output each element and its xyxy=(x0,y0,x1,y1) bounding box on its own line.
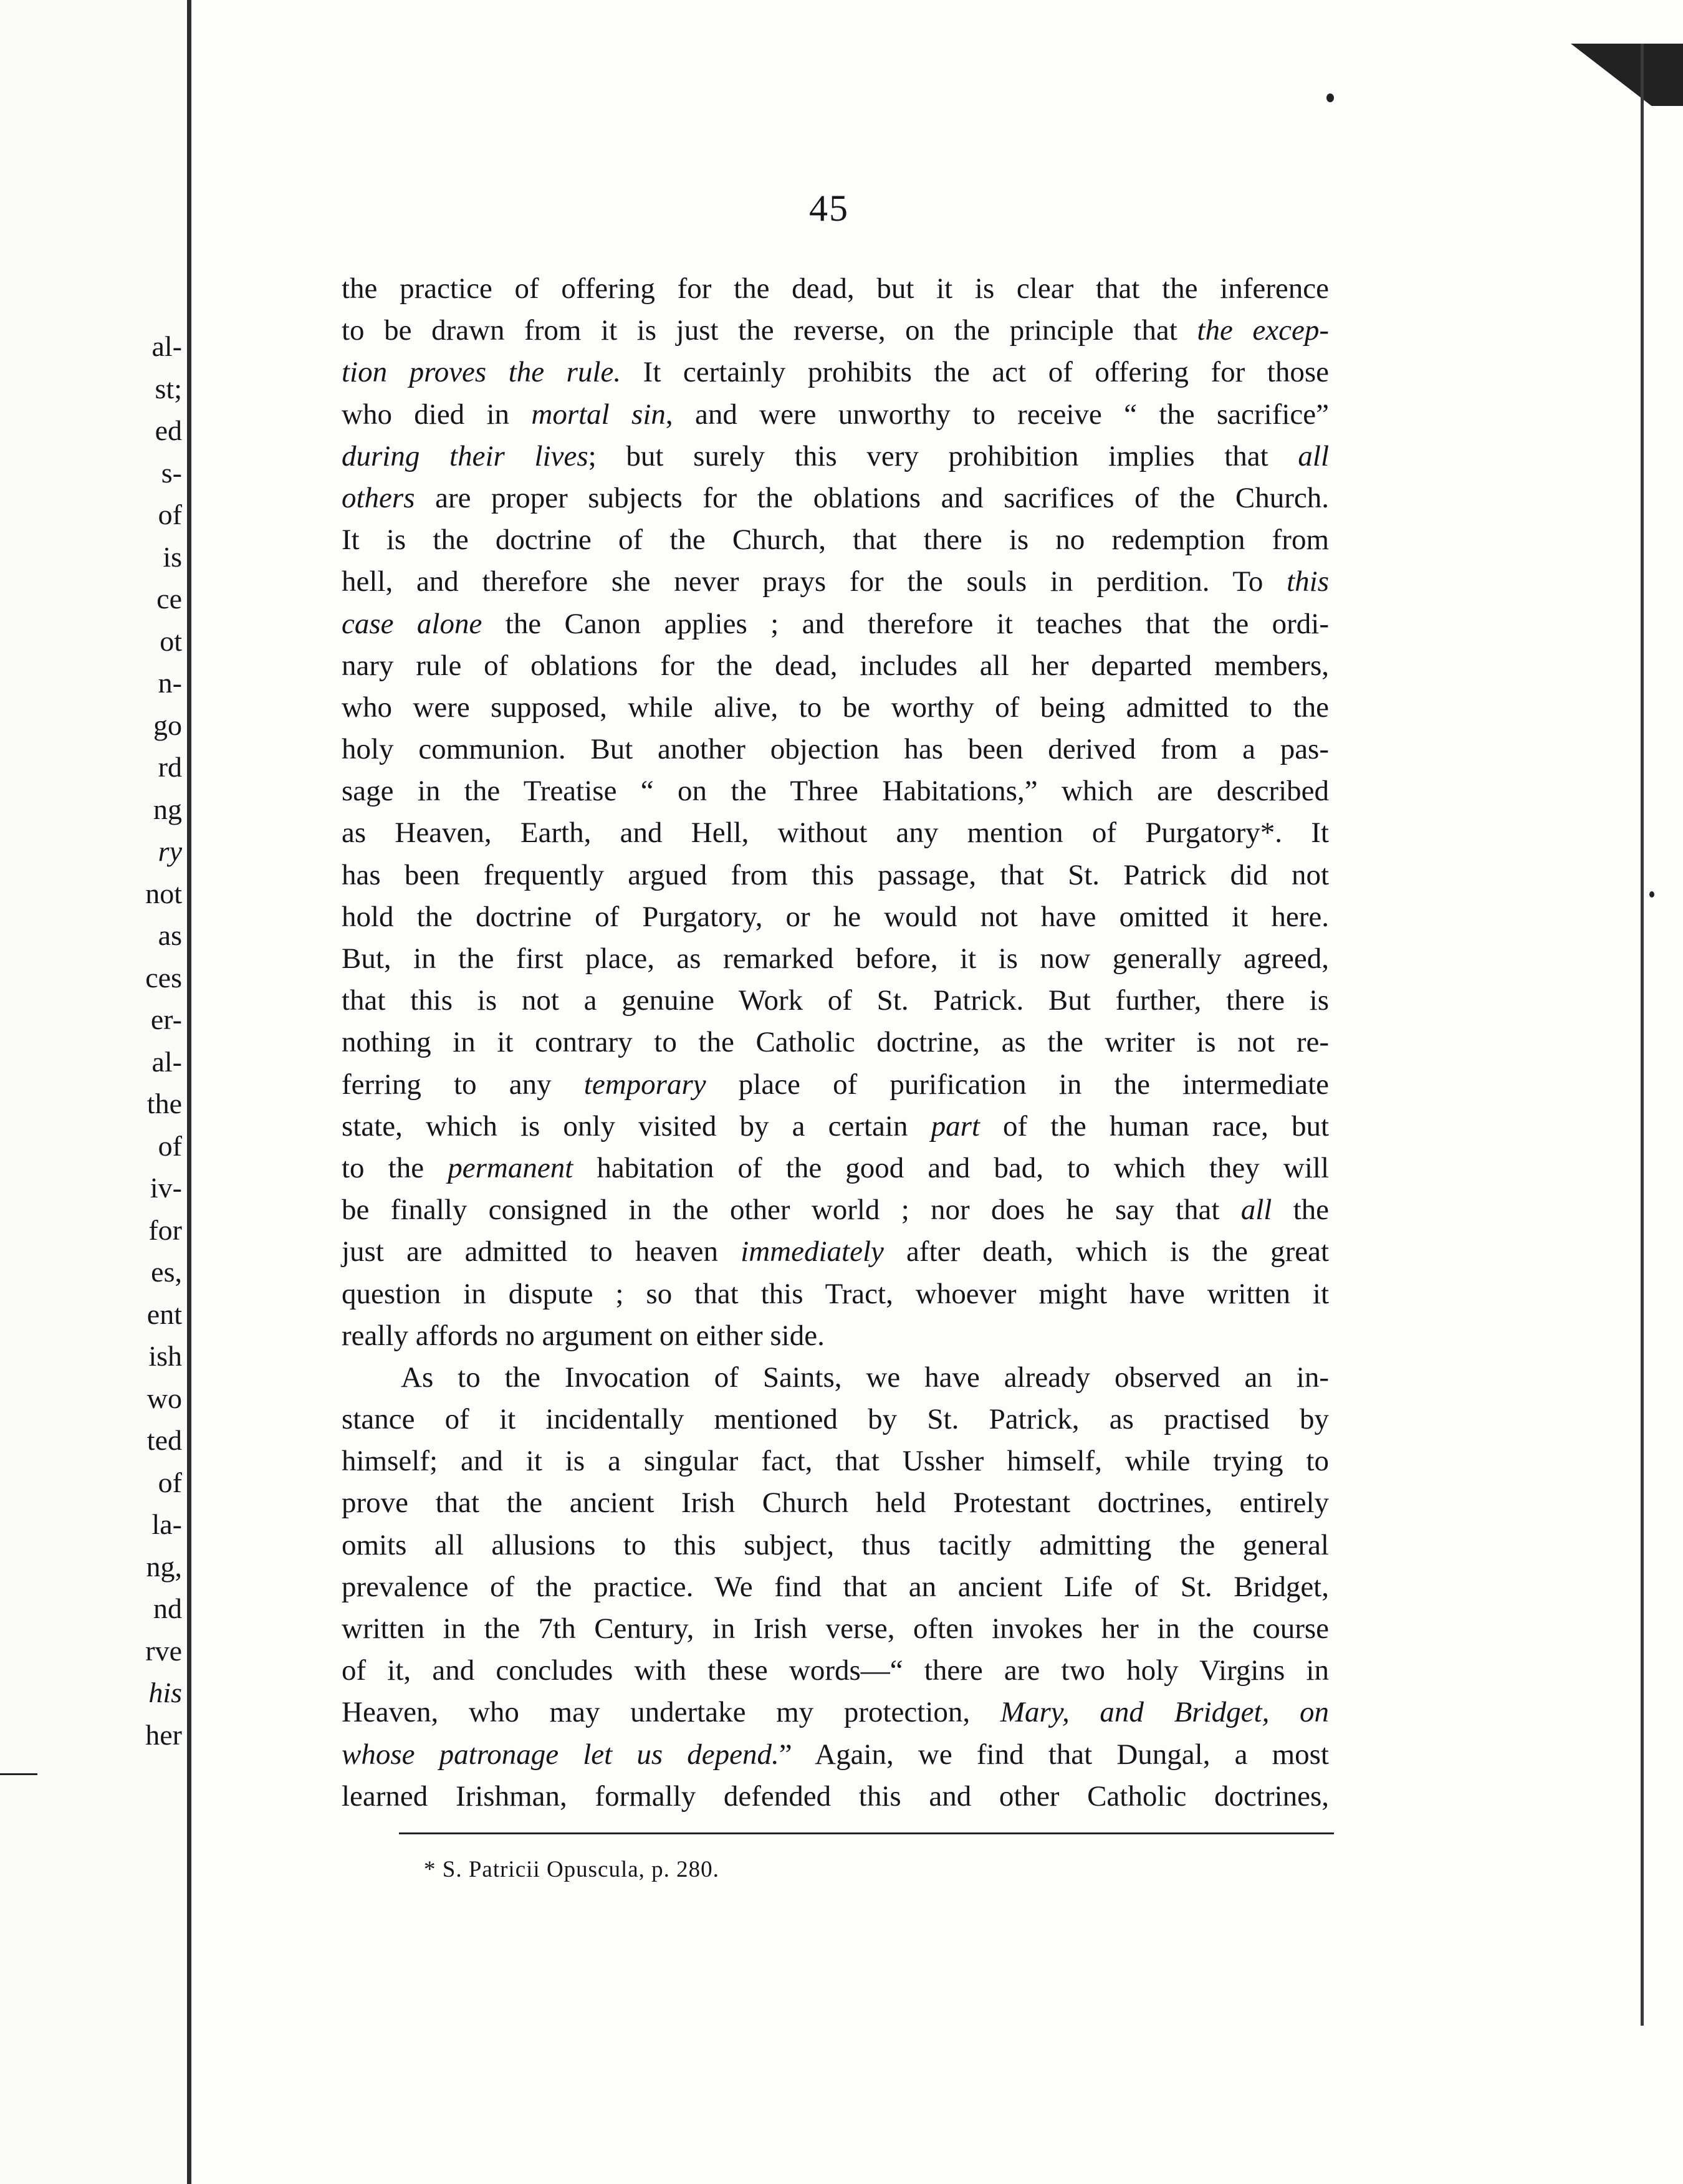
facing-page-fragment: is xyxy=(163,540,182,573)
facing-page-fragment: st; xyxy=(155,372,182,405)
facing-page-fragment: ng xyxy=(153,793,182,825)
body-line: prove that the ancient Irish Church held Protestant doctrines, entirely xyxy=(342,1487,1329,1520)
facing-page-fragment: as xyxy=(158,919,182,951)
page-number: 45 xyxy=(809,188,849,229)
facing-page-fragment: ces xyxy=(145,961,182,994)
body-line: who were supposed, while alive, to be worthy of being admitted to the xyxy=(342,691,1329,724)
facing-page-fragment: n- xyxy=(158,667,182,699)
body-line: himself; and it is a singular fact, that Ussher himself, while trying to xyxy=(342,1445,1329,1478)
body-line: whose patronage let us depend.” Again, we find that Dungal, a most xyxy=(342,1738,1329,1771)
body-line: nothing in it contrary to the Catholic doctrine, as the writer is not re- xyxy=(342,1026,1329,1059)
facing-page-fragment: of xyxy=(158,499,182,530)
body-line: who died in mortal sin, and were unworthy to receive “ the sacrifice” xyxy=(342,398,1329,431)
body-line: state, which is only visited by a certain part of the human race, but xyxy=(342,1109,1329,1142)
body-line: of it, and concludes with these words—“ there are two holy Virgins in xyxy=(342,1654,1329,1687)
body-line: learned Irishman, formally defended this and other Catholic doctrines, xyxy=(342,1779,1329,1813)
body-line: during their lives; but surely this very prohibition implies that all xyxy=(342,439,1330,472)
body-line: case alone the Canon applies ; and therefore it teaches that the ordi- xyxy=(342,607,1330,640)
facing-page-fragment: s- xyxy=(161,456,182,489)
body-line: written in the 7th Century, in Irish verse, often invokes her in the course xyxy=(342,1612,1329,1645)
body-line: be finally consigned in the other world ; nor does he say that all the xyxy=(342,1194,1330,1227)
facing-page-edge xyxy=(0,0,191,2184)
facing-page-fragment: al- xyxy=(151,1045,182,1078)
facing-page-fragment: wo xyxy=(146,1382,182,1414)
facing-page-fragment: for xyxy=(148,1214,182,1246)
facing-page-fragment: es, xyxy=(151,1256,182,1288)
facing-page-fragment: of xyxy=(158,1129,182,1162)
footnote-rule xyxy=(399,1832,1334,1834)
body-line: hell, and therefore she never prays for the souls in perdition. To this xyxy=(342,565,1329,598)
facing-page-text-fragments xyxy=(0,325,182,1756)
body-line: Heaven, who may undertake my protection, Mary, and Bridget, on xyxy=(342,1696,1329,1729)
facing-page-fragment: ce xyxy=(156,583,182,615)
page-right-edge xyxy=(1641,44,1644,2026)
body-line: ferring to any temporary place of purification in the intermediate xyxy=(342,1068,1329,1101)
facing-page-fragment: ry xyxy=(158,835,182,867)
facing-page-fragment: la- xyxy=(151,1508,182,1540)
folded-page-corner xyxy=(1571,44,1683,106)
body-line: But, in the first place, as remarked before, it is now generally agreed, xyxy=(342,942,1329,975)
facing-page-fragment: al- xyxy=(151,330,182,362)
facing-page-fragment: go xyxy=(153,709,182,741)
body-line: prevalence of the practice. We find that an ancient Life of St. Bridget, xyxy=(342,1570,1329,1603)
facing-page-fragment: ent xyxy=(146,1298,182,1330)
body-line: to be drawn from it is just the reverse, on the principle that the excep- xyxy=(342,314,1329,347)
body-line: just are admitted to heaven immediately after death, which is the great xyxy=(342,1235,1330,1268)
footnote: * S. Patricii Opuscula, p. 280. xyxy=(424,1857,719,1882)
body-line: It is the doctrine of the Church, that there is no redemption from xyxy=(342,524,1329,557)
body-line: omits all allusions to this subject, thus tacitly admitting the general xyxy=(342,1528,1329,1561)
body-line: tion proves the rule. It certainly prohibits the act of offering for those xyxy=(342,356,1329,389)
body-text xyxy=(342,268,1329,1818)
body-line: to the permanent habitation of the good and bad, to which they will xyxy=(342,1151,1330,1184)
facing-page-fragment: not xyxy=(145,877,182,909)
ink-speck xyxy=(1326,93,1334,102)
body-line: As to the Invocation of Saints, we have already observed an in- xyxy=(401,1361,1329,1394)
facing-page-fragment: ed xyxy=(155,414,182,446)
facing-page-fragment: nd xyxy=(153,1593,182,1624)
facing-page-fragment: iv- xyxy=(150,1172,182,1204)
body-line: sage in the Treatise “ on the Three Habitations,” which are described xyxy=(342,775,1329,808)
body-line: stance of it incidentally mentioned by St. Patrick, as practised by xyxy=(342,1403,1329,1436)
body-line: has been frequently argued from this passage, that St. Patrick did not xyxy=(342,858,1329,891)
body-line: as Heaven, Earth, and Hell, without any mention of Purgatory*. It xyxy=(342,817,1329,850)
body-line: the practice of offering for the dead, but it is clear that the inference xyxy=(342,272,1329,305)
facing-page-fragment: rve xyxy=(145,1634,182,1667)
facing-page-fragment: ted xyxy=(146,1424,182,1456)
facing-page-fragment: the xyxy=(146,1088,182,1119)
body-line: that this is not a genuine Work of St. Patrick. But further, there is xyxy=(342,984,1329,1017)
body-line: others are proper subjects for the oblations and sacrifices of the Church. xyxy=(342,481,1329,514)
facing-page-fragment: her xyxy=(145,1718,182,1751)
body-line: nary rule of oblations for the dead, includes all her departed members, xyxy=(342,649,1329,682)
ink-speck xyxy=(1649,891,1654,898)
body-line: question in dispute ; so that this Tract, whoever might have written it xyxy=(342,1277,1329,1310)
body-line: holy communion. But another objection has been derived from a pas- xyxy=(342,733,1329,766)
facing-page-fragment: of xyxy=(158,1466,182,1498)
body-line: really affords no argument on either side. xyxy=(342,1319,825,1352)
facing-page-fragment: ish xyxy=(148,1340,182,1372)
facing-page-fragment: ot xyxy=(160,625,182,657)
body-line: hold the doctrine of Purgatory, or he would not have omitted it here. xyxy=(342,900,1329,933)
facing-page-fragment: ng, xyxy=(146,1550,182,1583)
facing-page-fragment: er- xyxy=(150,1003,182,1035)
facing-page-fragment: his xyxy=(148,1677,182,1708)
facing-page-footnote-rule xyxy=(0,1773,37,1775)
facing-page-fragment: rd xyxy=(158,751,182,783)
